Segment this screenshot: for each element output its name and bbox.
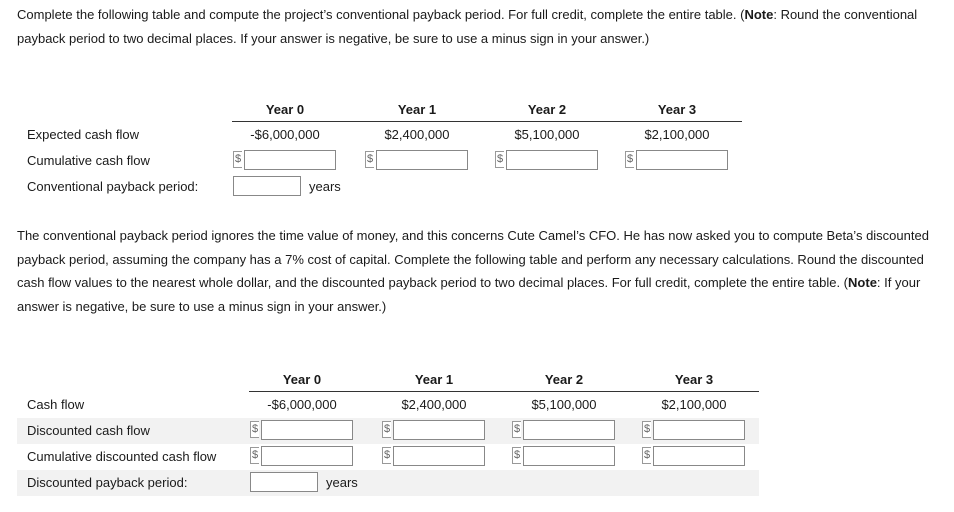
cash-flow-year2: $5,100,000 <box>531 397 597 412</box>
p2-header-year1: Year 1 <box>414 372 454 387</box>
discounted-payback-input[interactable] <box>250 472 318 492</box>
dollar-sign: $ <box>382 447 391 464</box>
discounted-cf-year3-input[interactable] <box>653 420 745 440</box>
discounted-cf-year1-input[interactable] <box>393 420 485 440</box>
p2-header-year0: Year 0 <box>282 372 322 387</box>
dollar-sign: $ <box>642 421 651 438</box>
years-unit: years <box>326 475 358 490</box>
cumulative-discounted-cf-label: Cumulative discounted cash flow <box>27 449 217 464</box>
dollar-sign: $ <box>625 151 634 168</box>
conventional-payback-label: Conventional payback period: <box>27 179 199 194</box>
discounted-cash-flow-label: Discounted cash flow <box>27 423 150 438</box>
cumulative-cf-year2-input[interactable] <box>506 150 598 170</box>
p2-header-year3: Year 3 <box>674 372 714 387</box>
dollar-sign: $ <box>495 151 504 168</box>
cash-flow-year1: $2,400,000 <box>401 397 467 412</box>
p1-header-year2: Year 2 <box>527 102 567 117</box>
cumulative-discounted-cf-year1-input[interactable] <box>393 446 485 466</box>
cumulative-discounted-cf-year2-input[interactable] <box>523 446 615 466</box>
expected-cf-year2: $5,100,000 <box>514 127 580 142</box>
expected-cf-year1: $2,400,000 <box>384 127 450 142</box>
cumulative-cf-year3-input[interactable] <box>636 150 728 170</box>
dollar-sign: $ <box>250 421 259 438</box>
years-unit: years <box>309 179 341 194</box>
expected-cf-year3: $2,100,000 <box>644 127 710 142</box>
p1-header-year3: Year 3 <box>657 102 697 117</box>
part2-instructions: The conventional payback period ignores the time value of money, and this concerns Cute Camel’s CFO. He has now asked you to compute Beta’s discounted payback period, assuming the company has a 7% cost of capital. Complete the following table and perform any necessary calculations. Round the discounted cash flow values to the nearest whole dollar, and the discounted payback period to two decimal places. For full credit, complete the entire table. (Note: If your answer is negative, be sure to use a minus sign in your answer.) <box>17 228 929 314</box>
p2-header-rule <box>249 391 759 392</box>
cash-flow-year0: -$6,000,000 <box>267 397 337 412</box>
dollar-sign: $ <box>250 447 259 464</box>
dollar-sign: $ <box>382 421 391 438</box>
cumulative-discounted-cf-year0-input[interactable] <box>261 446 353 466</box>
p1-header-year1: Year 1 <box>397 102 437 117</box>
p2-header-year2: Year 2 <box>544 372 584 387</box>
dollar-sign: $ <box>512 421 521 438</box>
cash-flow-year3: $2,100,000 <box>661 397 727 412</box>
p1-header-rule <box>232 121 742 122</box>
cumulative-discounted-cf-year3-input[interactable] <box>653 446 745 466</box>
expected-cf-year0: -$6,000,000 <box>250 127 320 142</box>
cumulative-cash-flow-label: Cumulative cash flow <box>27 153 150 168</box>
dollar-sign: $ <box>642 447 651 464</box>
discounted-payback-label: Discounted payback period: <box>27 475 188 490</box>
part1-instructions: Complete the following table and compute the project’s conventional payback period. For full credit, complete the entire table. (Note: Round the conventional payback period to two decimal places. If your answer is negative, be sure to use a minus sign in your answer.) <box>17 7 918 46</box>
cash-flow-label: Cash flow <box>27 397 85 412</box>
p1-header-year0: Year 0 <box>265 102 305 117</box>
cumulative-cf-year1-input[interactable] <box>376 150 468 170</box>
expected-cash-flow-label: Expected cash flow <box>27 127 140 142</box>
dollar-sign: $ <box>365 151 374 168</box>
conventional-payback-input[interactable] <box>233 176 301 196</box>
dollar-sign: $ <box>233 151 242 168</box>
discounted-cf-year2-input[interactable] <box>523 420 615 440</box>
cumulative-cf-year0-input[interactable] <box>244 150 336 170</box>
dollar-sign: $ <box>512 447 521 464</box>
discounted-cf-year0-input[interactable] <box>261 420 353 440</box>
